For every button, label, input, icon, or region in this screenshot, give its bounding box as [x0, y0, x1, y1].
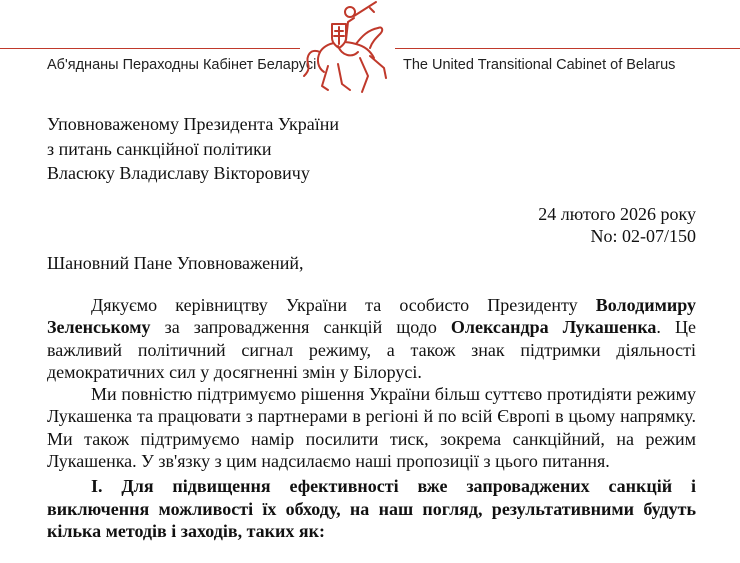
letter-date: 24 лютого 2026 року — [538, 204, 696, 224]
addressee-block — [47, 112, 339, 186]
paragraph: Ми повністю підтримуємо рішення України більш суттєво протидіяти режиму Лукашенка та працювати з партнерами в регіоні й по всій Європі в цьому напрямку. Ми також підтримуємо намір посилити тиск, зокрема санкційний, на режим Лукашенка. У зв'язку з цим надсилаємо наші пропозиції з цього питання. — [47, 384, 696, 472]
org-name-english: The United Transitional Cabinet of Belarus — [403, 57, 676, 73]
letter-meta — [538, 203, 696, 247]
salutation: Шановний Пане Уповноважений, — [47, 253, 304, 273]
org-name-belarusian: Аб'яднаны Пераходны Кабінет Беларусі — [47, 57, 317, 73]
letter-number: No: 02-07/150 — [590, 226, 696, 246]
sanctioned-person-name: Олександра Лукашенка — [450, 317, 657, 338]
letterhead — [0, 0, 740, 100]
letterhead-rule-left — [0, 48, 300, 49]
addressee-line: Уповноваженому Президента України — [47, 114, 340, 134]
section-heading: I. Для підвищення ефективності вже запроваджених санкцій і виключення можливості їх обходу, на наш погляд, результативними будуть кілька методів і заходів, таких як: — [47, 476, 696, 541]
addressee-line: Власюку Владиславу Вікторовичу — [47, 163, 310, 183]
paragraph-text: Дякуємо керівництву України та особисто Президенту — [91, 295, 596, 315]
president-name: Володимиру Зеленському — [47, 295, 696, 338]
pahonia-emblem-icon — [298, 0, 394, 100]
letter-body — [47, 294, 696, 542]
paragraph — [47, 294, 696, 383]
letterhead-rule-right — [395, 48, 740, 49]
paragraph-text: за запровадження санкцій щодо — [150, 317, 451, 338]
paragraph-text: . Це важливий політичний сигнал режиму, а також знак підтримки діяльності демократичних сил у досягненні змін у Білорусі. — [47, 317, 696, 382]
addressee-line: з питань санкційної політики — [47, 138, 272, 159]
